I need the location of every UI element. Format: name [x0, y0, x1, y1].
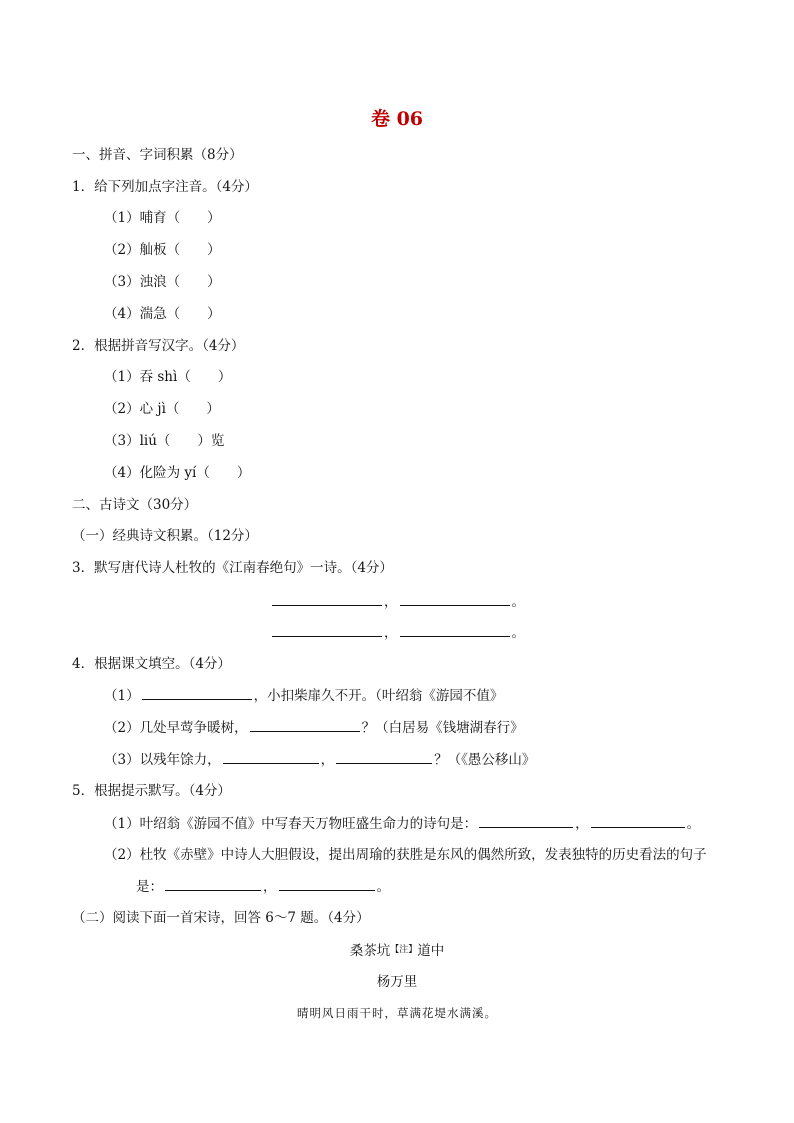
page-title: 卷 06	[370, 108, 424, 130]
answer-blank[interactable]	[400, 623, 510, 637]
question-1-item-4: （4）湍急（ ）	[104, 306, 221, 322]
annotation-mark: 【注】	[390, 945, 418, 955]
question-3-stem: 3．默写唐代诗人杜牧的《江南春绝句》一诗。（4分）	[72, 560, 393, 576]
poem-line-1: 晴明风日雨干时，草满花堤水满溪。	[297, 1006, 497, 1020]
poem-title-end: 道中	[417, 943, 445, 959]
question-5-item-2-line-2	[136, 877, 390, 896]
question-2-item-4: （4）化险为 yí（ ）	[104, 465, 251, 481]
item-suffix: ？（白居易《钱塘湖春行》	[361, 720, 524, 736]
answer-blank[interactable]	[400, 592, 510, 606]
period: 。	[686, 816, 701, 832]
item-prefix: （1）叶绍翁《游园不值》中写春天万物旺盛生命力的诗句是：	[104, 816, 478, 832]
poem-title	[0, 941, 794, 960]
section-2-sub-1: （一）经典诗文积累。（12分）	[72, 528, 258, 544]
item-prefix: （1）	[104, 688, 140, 704]
item-suffix: ，小扣柴扉久不开。（叶绍翁《游园不值》	[253, 688, 504, 704]
question-2-item-1: （1）吞 shì（ ）	[104, 369, 232, 385]
section-2-sub-2: （二）阅读下面一首宋诗，回答 6～7 题。（4分）	[72, 910, 370, 926]
question-1-item-3: （3）浊浪（ ）	[104, 274, 221, 290]
answer-blank[interactable]	[591, 814, 685, 828]
question-2-item-2: （2）心 jì（ ）	[104, 401, 220, 417]
item-suffix: ？（《愚公移山》	[434, 752, 536, 768]
answer-blank[interactable]	[250, 718, 360, 732]
answer-blank[interactable]	[272, 623, 382, 637]
question-2-stem: 2．根据拼音写汉字。（4分）	[72, 338, 245, 354]
comma: ，	[320, 752, 335, 768]
question-3-line-1	[270, 592, 525, 611]
answer-blank[interactable]	[272, 592, 382, 606]
poem-title-text: 桑茶坑	[349, 943, 391, 959]
item-prefix: （3）以残年馀力，	[104, 752, 221, 768]
period: 。	[511, 625, 525, 641]
period: 。	[376, 879, 390, 895]
section-2-heading: 二、古诗文（30分）	[72, 497, 198, 513]
answer-blank[interactable]	[165, 877, 261, 891]
question-4-item-2	[104, 718, 524, 737]
question-1-stem: 1．给下列加点字注音。（4分）	[72, 179, 258, 195]
question-5-item-2-line-1: （2）杜牧《赤壁》中诗人大胆假设，提出周瑜的获胜是东风的偶然所致，发表独特的历史看法的句子	[104, 847, 707, 863]
poem-author: 杨万里	[376, 974, 418, 990]
period: 。	[511, 594, 525, 610]
answer-blank[interactable]	[479, 814, 573, 828]
question-2-item-3: （3）liú（ ）览	[104, 433, 225, 449]
comma: ，	[384, 594, 398, 610]
comma: ，	[384, 625, 398, 641]
item-prefix: 是：	[136, 879, 163, 895]
question-5-item-1	[104, 814, 700, 833]
section-1-heading: 一、拼音、字词积累（8分）	[72, 147, 243, 163]
comma: ，	[263, 879, 277, 895]
question-4-item-3	[104, 750, 535, 769]
question-4-item-1	[104, 686, 503, 705]
comma: ，	[575, 816, 589, 832]
question-1-item-1: （1）哺育（ ）	[104, 210, 221, 226]
question-1-item-2: （2）舢板（ ）	[104, 242, 221, 258]
answer-blank[interactable]	[336, 750, 432, 764]
item-prefix: （2）几处早莺争暖树，	[104, 720, 248, 736]
answer-blank[interactable]	[142, 686, 252, 700]
question-3-line-2	[270, 623, 525, 642]
answer-blank[interactable]	[223, 750, 319, 764]
answer-blank[interactable]	[279, 877, 375, 891]
question-5-stem: 5．根据提示默写。（4分）	[72, 783, 231, 799]
question-4-stem: 4．根据课文填空。（4分）	[72, 656, 231, 672]
